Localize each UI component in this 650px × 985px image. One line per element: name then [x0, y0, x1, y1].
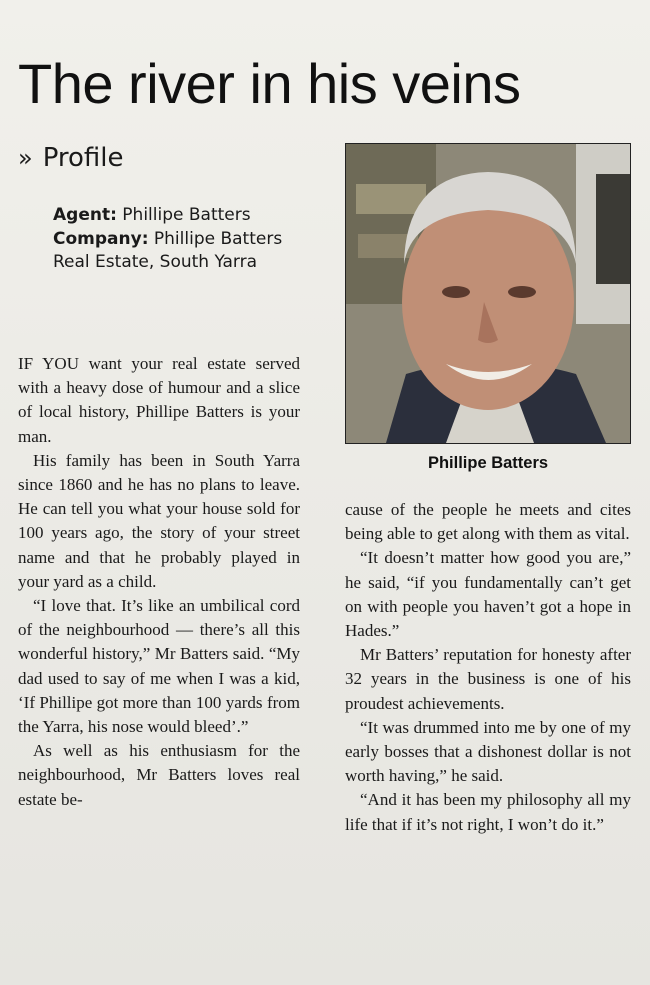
- portrait-photo: [345, 143, 631, 444]
- article-paragraph: “And it has been my philosophy all my life that if it’s not right, I won’t do it.”: [345, 790, 631, 834]
- profile-heading-text: Profile: [42, 143, 124, 173]
- double-chevron-icon: »: [18, 144, 31, 172]
- article-column-right: [345, 498, 631, 837]
- article-column-left: [18, 352, 300, 812]
- profile-heading: [18, 140, 124, 176]
- article-paragraph: “It was drummed into me by one of my early bosses that a dishonest dollar is not worth having,” he said.: [345, 717, 631, 786]
- company-line: [53, 228, 318, 275]
- headline: The river in his veins: [18, 51, 521, 115]
- photo-caption: Phillipe Batters: [427, 454, 549, 472]
- agent-label: Agent:: [53, 205, 117, 225]
- portrait-illustration: [346, 144, 630, 443]
- article-paragraph: Mr Batters’ reputation for honesty after 32 years in the business is one of his proudest achievements.: [345, 645, 631, 713]
- company-value: Phillipe Batters Real Estate, South Yarra: [53, 228, 283, 272]
- article-paragraph: “I love that. It’s like an umbilical cord of the neighbourhood — there’s all this wonderful history,” Mr Batters said. “My dad used to say of me when I was a kid, ‘If Phillipe got more than 100 yards from the Yarra, his nose would bleed’.”: [18, 596, 300, 737]
- article-paragraph: “It doesn’t matter how good you are,” he said, “if you fundamentally can’t get on with people you haven’t got a hope in Hades.”: [345, 548, 631, 641]
- article-paragraph: cause of the people he meets and cites being able to get along with them as vital.: [345, 500, 631, 544]
- agent-line: [53, 204, 318, 228]
- article-paragraph: His family has been in South Yarra since 1860 and he has no plans to leave. He can tell you what your house sold for 100 years ago, the story of your street name and that he probably played in your yard as a child.: [18, 450, 300, 591]
- article-paragraph: As well as his enthusiasm for the neighbourhood, Mr Batters loves real estate be-: [18, 741, 300, 809]
- article-paragraph: IF YOU want your real estate served with a heavy dose of humour and a slice of local history, Phillipe Batters is your man.: [18, 354, 300, 446]
- agent-value: Phillipe Batters: [122, 205, 251, 225]
- profile-facts: [53, 204, 318, 275]
- company-label: Company:: [53, 228, 149, 249]
